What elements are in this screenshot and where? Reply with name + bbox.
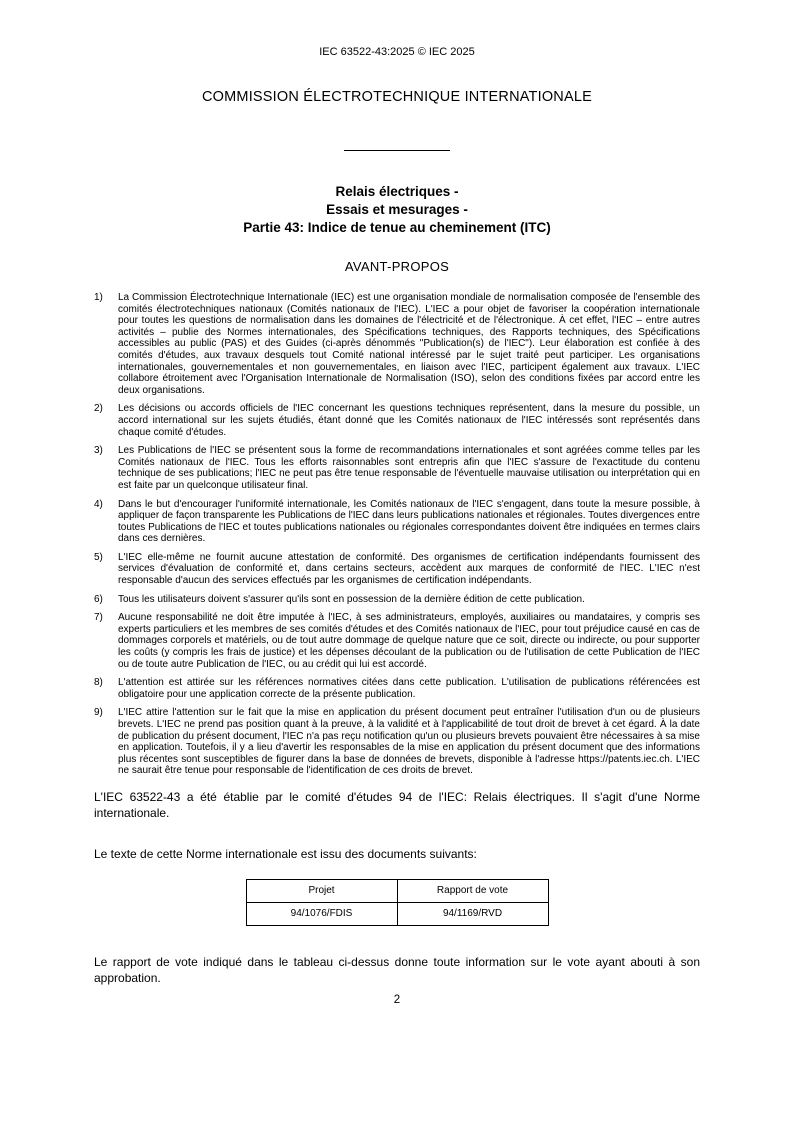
paragraph-vote-report-closing: Le rapport de vote indiqué dans le tableau ci-dessus donne toute information sur le vote ayant abouti à son approbation. — [94, 954, 700, 985]
foreword-item — [94, 292, 700, 396]
foreword-item-number: 5) — [94, 551, 103, 563]
foreword-item — [94, 594, 700, 606]
table-header-row — [246, 879, 548, 902]
foreword-item-number: 4) — [94, 498, 103, 510]
table-header-projet: Projet — [246, 879, 397, 902]
foreword-item-number: 8) — [94, 677, 103, 689]
table-cell-rapport-value: 94/1169/RVD — [397, 902, 548, 925]
foreword-item-number: 7) — [94, 612, 103, 624]
document-title — [94, 183, 700, 237]
foreword-item — [94, 612, 700, 670]
table-row — [246, 902, 548, 925]
doc-reference-header: IEC 63522-43:2025 © IEC 2025 — [319, 46, 475, 58]
document-title-line-2: Essais et mesurages - — [326, 202, 468, 217]
commission-title: COMMISSION ÉLECTROTECHNIQUE INTERNATIONALE — [201, 89, 592, 105]
foreword-item-text: Les décisions ou accords officiels de l'IEC concernant les questions techniques représentent, dans la mesure du possible, un accord international sur les sujets étudiés, étant donné que les Comités nationaux de l'IEC intéressés sont représentés dans chaque comité d'études. — [118, 403, 700, 438]
foreword-item-text: L'IEC elle-même ne fournit aucune attestation de conformité. Des organismes de certification indépendants fournissent des services d'évaluation de conformité et, dans certains secteurs, accèdent aux marques de conformité de l'IEC. L'IEC n'est responsable d'aucun des services effectués par les organismes de certification indépendants. — [118, 551, 700, 587]
paragraph-committee-established: L'IEC 63522-43 a été établie par le comité d'études 94 de l'IEC: Relais électriques. Il s'agit d'une Norme internationale. — [94, 789, 700, 820]
foreword-item-text: Aucune responsabilité ne doit être imputée à l'IEC, à ses administrateurs, employés, auxiliaires ou mandataires, y compris ses experts particuliers et les membres de ses comités d'études et des Comités nationaux de l'IEC, pour tout préjudice causé en cas de dommages corporels et matériels, ou de tout autre dommage de quelque nature que ce soit, directe ou indirecte, ou pour supporter les coûts (y compris les frais de justice) et les dépenses découlant de la publication ou de l'utilisation de cette Publication de l'IEC ou de toute autre Publication de l'IEC, ou au crédit qui lui est accordé. — [118, 612, 700, 670]
document-title-line-3: Partie 43: Indice de tenue au cheminement (ITC) — [243, 220, 551, 235]
foreword-item — [94, 445, 700, 491]
foreword-item-text: Dans le but d'encourager l'uniformité internationale, les Comités nationaux de l'IEC s'engagent, dans toute la mesure possible, à appliquer de façon transparente les Publications de l'IEC dans leurs publications nationales et régionales. Toutes divergences entre toutes Publications de l'IEC et toutes publications nationales ou régionales correspondantes doivent être indiquées en termes clairs dans ces dernières. — [118, 498, 700, 545]
foreword-item — [94, 499, 700, 545]
document-title-line-1: Relais électriques - — [335, 184, 459, 199]
foreword-item — [94, 403, 700, 438]
paragraph-issued-from-documents: Le texte de cette Norme internationale est issu des documents suivants: — [94, 846, 477, 861]
foreword-item — [94, 552, 700, 587]
foreword-heading: AVANT-PROPOS — [344, 259, 450, 274]
foreword-item-number: 9) — [94, 707, 103, 719]
table-header-rapport-de-vote: Rapport de vote — [397, 879, 548, 902]
foreword-item — [94, 677, 700, 700]
foreword-item-text: Les Publications de l'IEC se présentent sous la forme de recommandations internationales et sont agréées comme telles par les Comités nationaux de l'IEC. Tous les efforts raisonnables sont entrepris afin que l'IEC s'assure de l'exactitude du contenu technique de ses publications; l'IEC ne peut pas être tenue responsable de l'éventuelle mauvaise utilisation ou interprétation qui en est faite par un quelconque utilisateur final. — [118, 445, 700, 491]
foreword-item-number: 2) — [94, 403, 103, 415]
foreword-item-number: 6) — [94, 593, 103, 605]
foreword-item-text: L'attention est attirée sur les références normatives citées dans cette publication. L'utilisation de publications référencées est obligatoire pour une application correcte de la présente publication. — [118, 677, 700, 700]
foreword-item-number: 3) — [94, 445, 103, 457]
page-number: 2 — [393, 993, 401, 1006]
foreword-item-number: 1) — [94, 292, 103, 303]
foreword-list — [94, 292, 700, 777]
vote-documents-table — [246, 879, 549, 926]
foreword-item-text: Tous les utilisateurs doivent s'assurer qu'ils sont en possession de la dernière édition de cette publication. — [118, 593, 585, 605]
foreword-item — [94, 707, 700, 777]
table-cell-projet-value: 94/1076/FDIS — [246, 902, 397, 925]
foreword-item-text: L'IEC attire l'attention sur le fait que la mise en application du présent document peut entraîner l'utilisation d'un ou de plusieurs brevets. L'IEC ne prend pas position quant à la preuve, à la validité et à l'applicabilité de tout droit de brevet à cet égard. À la date de publication du présent document, l'IEC n'a pas reçu notification qu'un ou plusieurs brevets pouvaient être nécessaires à sa mise en application. Toutefois, il y a lieu d'avertir les responsables de la mise en application du présent document que des informations plus récentes sont susceptibles de figurer dans la base de données de brevets, disponible à l'adresse https://patents.iec.ch. L'IEC ne saurait être tenue pour responsable de l'identification de ces droits de brevet. — [118, 707, 700, 777]
foreword-item-text: La Commission Électrotechnique Internationale (IEC) est une organisation mondiale de normalisation composée de l'ensemble des comités électrotechniques nationaux (Comités nationaux de l'IEC). L'IEC a pour objet de favoriser la coopération internationale pour toutes les questions de normalisation dans les domaines de l'électricité et de l'électronique. À cet effet, l'IEC – entre autres activités – publie des Normes internationales, des Spécifications techniques, des Rapports techniques, des Spécifications accessibles au public (PAS) et des Guides (ci-après dénommés "Publication(s) de l'IEC"). Leur élaboration est confiée à des comités d'études, aux travaux desquels tout Comité national intéressé par le sujet traité peut participer. Les organisations internationales, gouvernementales et non gouvernementales, en liaison avec l'IEC, participent également aux travaux. L'IEC collabore étroitement avec l'Organisation Internationale de Normalisation (ISO), selon des conditions fixées par accord entre les deux organisations. — [118, 292, 700, 396]
separator-rule — [344, 150, 450, 151]
